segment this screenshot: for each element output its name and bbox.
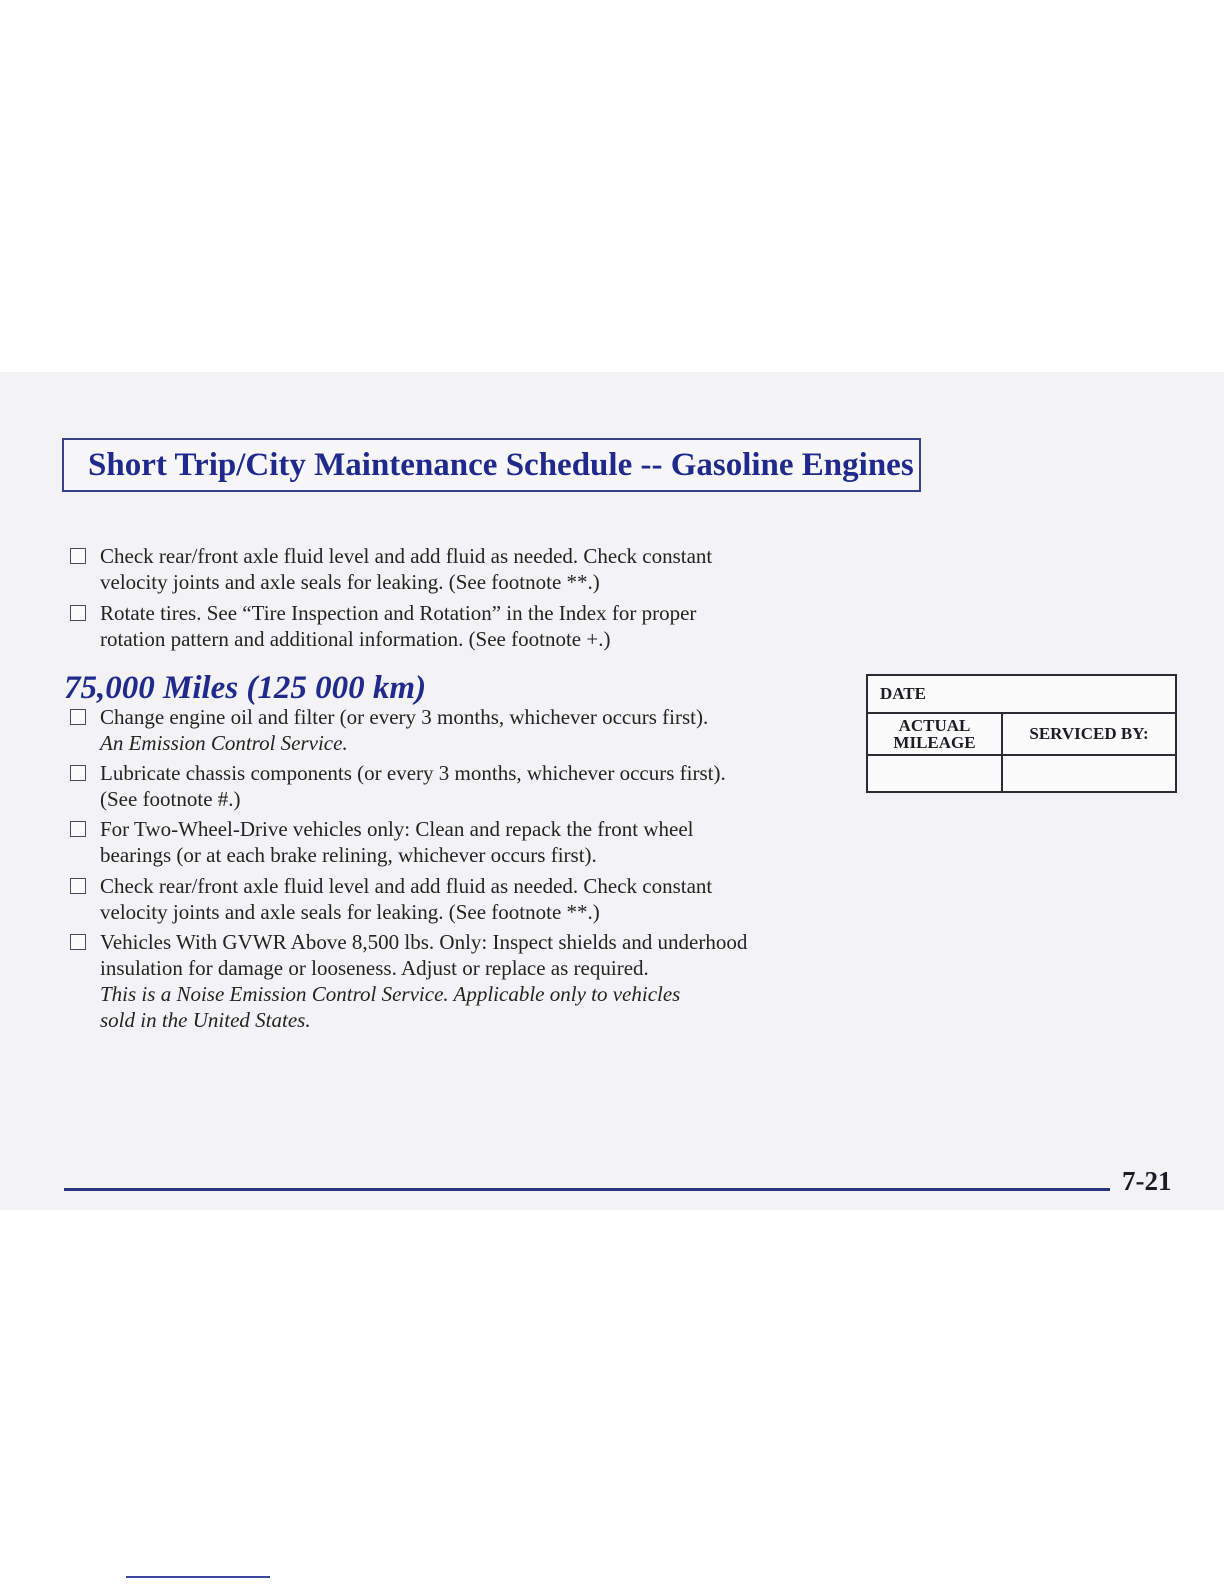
footnote-rule [126, 1576, 270, 1578]
item-note: An Emission Control Service. [100, 731, 348, 755]
checkbox[interactable] [70, 934, 86, 950]
service-record-table [866, 674, 1177, 793]
section-heading: 75,000 Miles (125 000 km) [64, 670, 427, 706]
list-item [70, 929, 747, 1033]
date-cell[interactable] [867, 675, 1176, 713]
page-number: 7-21 [1122, 1166, 1172, 1196]
item-line: Change engine oil and filter (or every 3 months, whichever occurs first). [100, 705, 709, 729]
checkbox[interactable] [70, 765, 86, 781]
item-line: For Two-Wheel-Drive vehicles only: Clean and repack the front wheel [100, 817, 694, 841]
list-item [70, 816, 694, 868]
serviced-by-entry-cell[interactable] [1002, 755, 1176, 792]
checkbox[interactable] [70, 821, 86, 837]
item-line: velocity joints and axle seals for leaking. (See footnote **.) [100, 900, 600, 924]
item-note: This is a Noise Emission Control Service. Applicable only to vehicles [100, 982, 681, 1006]
item-line: Vehicles With GVWR Above 8,500 lbs. Only: Inspect shields and underhood [100, 930, 748, 954]
item-line: bearings (or at each brake relining, whichever occurs first). [100, 843, 597, 867]
page-title: Short Trip/City Maintenance Schedule -- Gasoline Engines [88, 447, 914, 483]
item-line: Check rear/front axle fluid level and add fluid as needed. Check constant [100, 874, 713, 898]
item-line: velocity joints and axle seals for leaking. (See footnote **.) [100, 570, 600, 594]
checkbox[interactable] [70, 548, 86, 564]
list-item [70, 760, 726, 812]
list-item [70, 873, 712, 925]
item-note: sold in the United States. [100, 1008, 311, 1032]
item-line: insulation for damage or looseness. Adjust or replace as required. [100, 956, 649, 980]
mileage-entry-cell[interactable] [867, 755, 1002, 792]
list-item [70, 543, 712, 595]
title-box [62, 438, 921, 492]
item-line: rotation pattern and additional information. (See footnote +.) [100, 627, 611, 651]
checkbox[interactable] [70, 709, 86, 725]
list-item [70, 600, 696, 652]
serviced-by-label: SERVICED BY: [1029, 724, 1149, 743]
serviced-by-header-cell [1002, 713, 1176, 755]
date-label: DATE [880, 684, 926, 703]
list-item [70, 704, 708, 756]
item-line: Lubricate chassis components (or every 3 months, whichever occurs first). [100, 761, 726, 785]
mileage-label-line2: MILEAGE [893, 733, 976, 752]
mileage-header-cell [867, 713, 1002, 755]
mileage-label-line1: ACTUAL [898, 716, 971, 735]
item-line: Check rear/front axle fluid level and add fluid as needed. Check constant [100, 544, 713, 568]
item-line: Rotate tires. See “Tire Inspection and Rotation” in the Index for proper [100, 601, 697, 625]
checkbox[interactable] [70, 878, 86, 894]
footer-rule [64, 1188, 1110, 1191]
item-line: (See footnote #.) [100, 787, 241, 811]
checkbox[interactable] [70, 605, 86, 621]
